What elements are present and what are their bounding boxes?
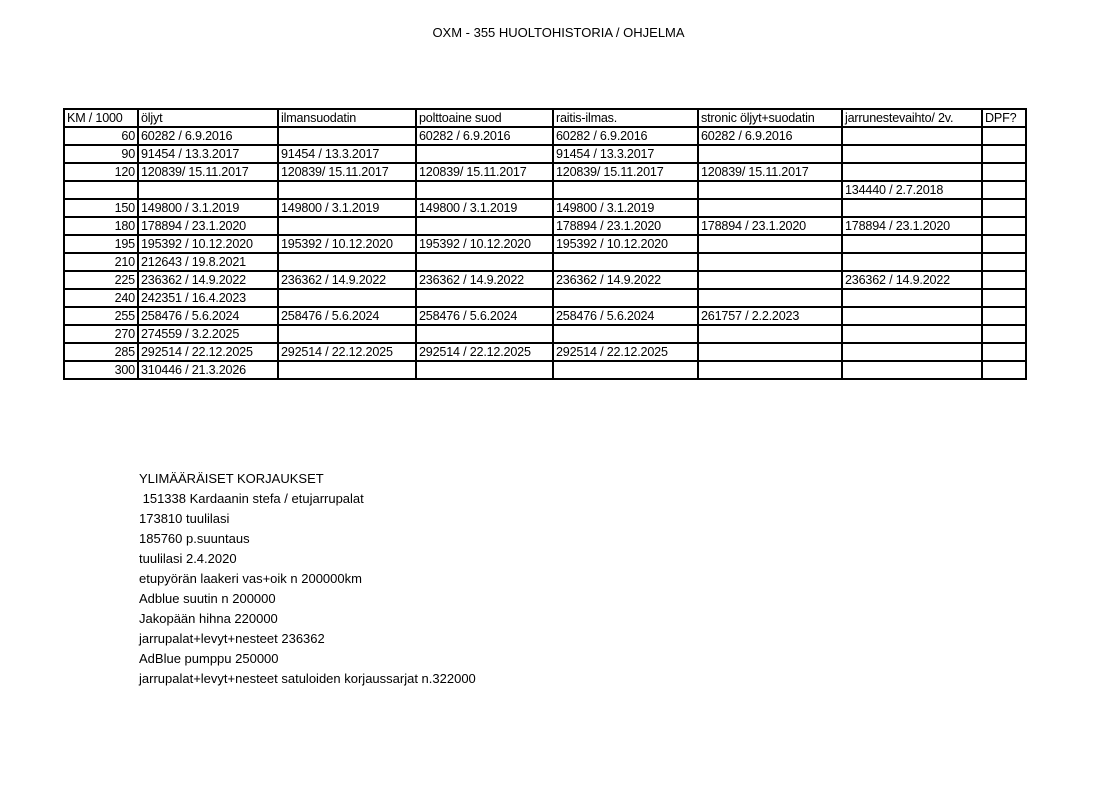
- table-cell: [842, 307, 982, 325]
- table-cell: 149800 / 3.1.2019: [553, 199, 698, 217]
- table-cell: 274559 / 3.2.2025: [138, 325, 278, 343]
- table-row: [64, 289, 1026, 307]
- table-row: [64, 307, 1026, 325]
- column-header: öljyt: [138, 109, 278, 127]
- table-cell: [842, 361, 982, 379]
- table-cell: [842, 325, 982, 343]
- table-cell: 91454 / 13.3.2017: [553, 145, 698, 163]
- table-row: [64, 325, 1026, 343]
- table-cell: [698, 361, 842, 379]
- table-cell: [842, 163, 982, 181]
- km-cell: 255: [64, 307, 138, 325]
- extra-repair-item: jarrupalat+levyt+nesteet satuloiden korjaussarjat n.322000: [139, 671, 476, 686]
- table-cell: [982, 325, 1026, 343]
- extra-repair-item: etupyörän laakeri vas+oik n 200000km: [139, 571, 362, 586]
- column-header: jarrunestevaihto/ 2v.: [842, 109, 982, 127]
- table-cell: [842, 343, 982, 361]
- table-cell: 91454 / 13.3.2017: [138, 145, 278, 163]
- table-cell: [698, 145, 842, 163]
- table-cell: 195392 / 10.12.2020: [553, 235, 698, 253]
- table-cell: 60282 / 6.9.2016: [416, 127, 553, 145]
- table-cell: [842, 145, 982, 163]
- table-header-row: [64, 109, 1026, 127]
- column-header: stronic öljyt+suodatin: [698, 109, 842, 127]
- table-cell: 212643 / 19.8.2021: [138, 253, 278, 271]
- km-cell: 240: [64, 289, 138, 307]
- table-cell: 258476 / 5.6.2024: [553, 307, 698, 325]
- table-cell: [416, 181, 553, 199]
- extra-repair-item: jarrupalat+levyt+nesteet 236362: [139, 631, 325, 646]
- table-cell: [278, 181, 416, 199]
- table-cell: 236362 / 14.9.2022: [553, 271, 698, 289]
- table-cell: [982, 253, 1026, 271]
- extra-repair-item: Jakopään hihna 220000: [139, 611, 278, 626]
- table-cell: [842, 199, 982, 217]
- table-cell: [698, 199, 842, 217]
- column-header: ilmansuodatin: [278, 109, 416, 127]
- km-cell: 285: [64, 343, 138, 361]
- table-cell: 91454 / 13.3.2017: [278, 145, 416, 163]
- table-cell: [278, 217, 416, 235]
- table-row: [64, 145, 1026, 163]
- km-cell: 120: [64, 163, 138, 181]
- table-cell: [982, 181, 1026, 199]
- table-cell: [698, 235, 842, 253]
- table-cell: [698, 271, 842, 289]
- table-cell: [982, 199, 1026, 217]
- table-cell: [842, 253, 982, 271]
- extra-repair-item: 173810 tuulilasi: [139, 511, 230, 526]
- table-cell: [982, 235, 1026, 253]
- km-cell: 180: [64, 217, 138, 235]
- table-cell: 236362 / 14.9.2022: [138, 271, 278, 289]
- table-row: [64, 253, 1026, 271]
- column-header: raitis-ilmas.: [553, 109, 698, 127]
- table-row: [64, 163, 1026, 181]
- table-row: [64, 199, 1026, 217]
- table-cell: [416, 289, 553, 307]
- table-cell: [982, 127, 1026, 145]
- table-cell: 292514 / 22.12.2025: [553, 343, 698, 361]
- table-cell: [553, 361, 698, 379]
- table-cell: 195392 / 10.12.2020: [278, 235, 416, 253]
- table-cell: 178894 / 23.1.2020: [842, 217, 982, 235]
- extra-repairs-heading: YLIMÄÄRÄISET KORJAUKSET: [139, 471, 324, 486]
- table-cell: 120839/ 15.11.2017: [416, 163, 553, 181]
- table-row: [64, 217, 1026, 235]
- km-cell: 150: [64, 199, 138, 217]
- table-cell: [278, 127, 416, 145]
- extra-repair-item: 151338 Kardaanin stefa / etujarrupalat: [139, 491, 364, 506]
- extra-repairs-section: [139, 469, 476, 689]
- km-cell: 270: [64, 325, 138, 343]
- table-cell: 258476 / 5.6.2024: [416, 307, 553, 325]
- table-cell: 134440 / 2.7.2018: [842, 181, 982, 199]
- table-cell: 120839/ 15.11.2017: [698, 163, 842, 181]
- table-cell: 120839/ 15.11.2017: [553, 163, 698, 181]
- table-cell: 149800 / 3.1.2019: [416, 199, 553, 217]
- table-cell: 242351 / 16.4.2023: [138, 289, 278, 307]
- extra-repair-item: 185760 p.suuntaus: [139, 531, 250, 546]
- table-cell: 258476 / 5.6.2024: [278, 307, 416, 325]
- table-cell: 178894 / 23.1.2020: [698, 217, 842, 235]
- column-header: KM / 1000: [64, 109, 138, 127]
- table-cell: 120839/ 15.11.2017: [278, 163, 416, 181]
- km-cell: 60: [64, 127, 138, 145]
- extra-repair-item: AdBlue pumppu 250000: [139, 651, 279, 666]
- table-cell: [982, 289, 1026, 307]
- table-cell: 261757 / 2.2.2023: [698, 307, 842, 325]
- table-cell: [278, 253, 416, 271]
- table-cell: 149800 / 3.1.2019: [278, 199, 416, 217]
- km-cell: 210: [64, 253, 138, 271]
- table-cell: [416, 217, 553, 235]
- table-cell: [982, 307, 1026, 325]
- table-cell: [698, 325, 842, 343]
- km-cell: 225: [64, 271, 138, 289]
- km-cell: 300: [64, 361, 138, 379]
- table-row: [64, 127, 1026, 145]
- table-cell: 195392 / 10.12.2020: [138, 235, 278, 253]
- table-cell: [553, 181, 698, 199]
- table-cell: [982, 343, 1026, 361]
- table-cell: 178894 / 23.1.2020: [138, 217, 278, 235]
- table-cell: 310446 / 21.3.2026: [138, 361, 278, 379]
- table-cell: [982, 217, 1026, 235]
- table-cell: [138, 181, 278, 199]
- table-cell: [842, 127, 982, 145]
- table-cell: [698, 181, 842, 199]
- table-cell: 292514 / 22.12.2025: [278, 343, 416, 361]
- extra-repair-item: Adblue suutin n 200000: [139, 591, 276, 606]
- table-cell: 60282 / 6.9.2016: [553, 127, 698, 145]
- table-cell: [982, 271, 1026, 289]
- table-cell: [698, 343, 842, 361]
- table-cell: [416, 361, 553, 379]
- table-row: [64, 181, 1026, 199]
- table-cell: [982, 361, 1026, 379]
- table-cell: [982, 163, 1026, 181]
- table-cell: 149800 / 3.1.2019: [138, 199, 278, 217]
- table-cell: 120839/ 15.11.2017: [138, 163, 278, 181]
- table-cell: 292514 / 22.12.2025: [416, 343, 553, 361]
- table-cell: [698, 253, 842, 271]
- table-cell: 178894 / 23.1.2020: [553, 217, 698, 235]
- table-row: [64, 235, 1026, 253]
- table-cell: [278, 289, 416, 307]
- extra-repair-item: tuulilasi 2.4.2020: [139, 551, 237, 566]
- table-cell: [278, 325, 416, 343]
- page-title: OXM - 355 HUOLTOHISTORIA / OHJELMA: [432, 25, 685, 40]
- table-cell: 236362 / 14.9.2022: [416, 271, 553, 289]
- km-cell: [64, 181, 138, 199]
- table-cell: 258476 / 5.6.2024: [138, 307, 278, 325]
- km-cell: 90: [64, 145, 138, 163]
- table-cell: 292514 / 22.12.2025: [138, 343, 278, 361]
- table-cell: 236362 / 14.9.2022: [842, 271, 982, 289]
- table-cell: [698, 289, 842, 307]
- table-cell: [842, 235, 982, 253]
- table-cell: [278, 361, 416, 379]
- table-row: [64, 343, 1026, 361]
- table-cell: [416, 145, 553, 163]
- table-row: [64, 361, 1026, 379]
- table-cell: [553, 289, 698, 307]
- table-cell: 236362 / 14.9.2022: [278, 271, 416, 289]
- table-cell: [553, 325, 698, 343]
- table-cell: [842, 289, 982, 307]
- km-cell: 195: [64, 235, 138, 253]
- column-header: DPF?: [982, 109, 1026, 127]
- table-row: [64, 271, 1026, 289]
- table-cell: [416, 325, 553, 343]
- table-cell: [553, 253, 698, 271]
- service-history-table: [63, 108, 1027, 380]
- table-cell: 60282 / 6.9.2016: [698, 127, 842, 145]
- column-header: polttoaine suod: [416, 109, 553, 127]
- table-cell: 60282 / 6.9.2016: [138, 127, 278, 145]
- table-cell: [416, 253, 553, 271]
- table-cell: [982, 145, 1026, 163]
- table-cell: 195392 / 10.12.2020: [416, 235, 553, 253]
